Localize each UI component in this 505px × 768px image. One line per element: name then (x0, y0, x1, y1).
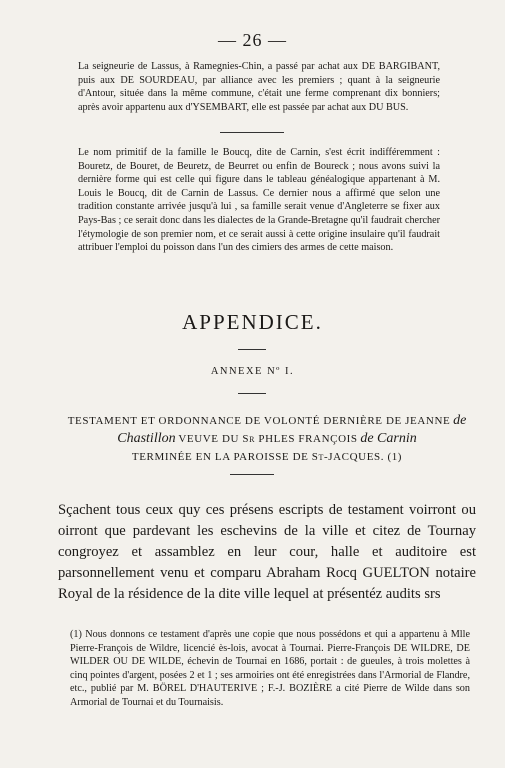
annex-divider (238, 393, 266, 394)
testament-title (58, 412, 476, 466)
appendix-heading: APPENDICE. (182, 310, 323, 334)
paragraph-family-name: Le nom primitif de la famille le Boucq, dite de Carnin, s'est écrit indifféremment : Bouretz, de Bouret, de Beuretz, de Beurret ou enfin de Boureck ; nous avons suivi la dernière forme qui est celle qui figure dans le tableau généalogique appartenant à M. Louis le Boucq, dit de Carnin de Lassus. Ce dernier nous a affirmé que selon une tradition constante arrivée jusqu'à lui , sa famille serait venue d'Angleterre se fixer aux Pays-Bas ; ce serait donc dans les dialectes de la Grande-Bretagne qu'il faudrait chercher l'étymologie de son premier nom, et ce serait aussi à cette origine insulaire qu'il faudrait attribuer l'emploi du poisson dans l'un des cimiers des armes de cette maison. (78, 147, 440, 254)
footnote: (1) Nous donnons ce testament d'après une copie que nous possédons et qui a appartenu à Mlle Pierre-François de Wildre, licencié ès-lois, avocat à Tournai. Pierre-François DE WILDRE, DE WILDER OU DE WILDE, échevin de Tournai en 1686, portait : de gueules, à trois molettes à cinq pointes d'argent, posées 2 et 1 ; ses armoiries ont été enregistrées dans l'Armorial de Flandre, etc., publié par M. BÖREL D'HAUTERIVE ; F.-J. BOZIÈRE a cité Pierre de Wilde dans son Armorial de Tournai et du Tournaisis. (70, 629, 470, 708)
section-divider (220, 132, 284, 133)
page-number: — 26 — (218, 30, 287, 50)
title-line-1-text: TESTAMENT ET ORDONNANCE DE VOLONTÉ DERNIÈRE DE JEANNE (67, 415, 451, 427)
title-divider (230, 474, 274, 475)
title-line-1 (58, 412, 476, 430)
title-name-italic: Chastillon (117, 431, 176, 446)
annex-heading: ANNEXE Nº I. (210, 366, 295, 377)
paragraph-lassus: La seigneurie de Lassus, à Ramegnies-Chin, a passé par achat aux DE BARGIBANT, puis aux DE SOURDEAU, par alliance avec les premiers ; quant à la seigneurie d'Antour, située dans la même commune, c'était une ferme comprenant dix bonniers; après avoir appartenu aux d'YSEMBART, elle est passée par achat aux DU BUS. (78, 61, 440, 113)
testament-body: Sçachent tous ceux quy ces présens escripts de testament voirront ou oirront que pardevant les eschevins de la ville et citez de Tournay congroyez et assamblez en leur cour, halle et auditoire est parsonnellement venu et comparu Abraham Rocq GUELTON notaire Royal de la résidence de la dite ville lequel at présentéz audits srs (58, 502, 476, 602)
title-carnin-italic: de Carnin (360, 431, 417, 446)
title-line-3 (58, 448, 476, 466)
title-line-3-text: TERMINÉE EN LA PAROISSE DE St-JACQUES. (1) (131, 451, 403, 463)
title-line-2-text: VEUVE DU Sr PHLES FRANÇOIS (178, 433, 358, 445)
title-line-1-italic: de (453, 413, 467, 428)
title-line-2 (58, 430, 476, 448)
heading-divider (238, 349, 266, 350)
